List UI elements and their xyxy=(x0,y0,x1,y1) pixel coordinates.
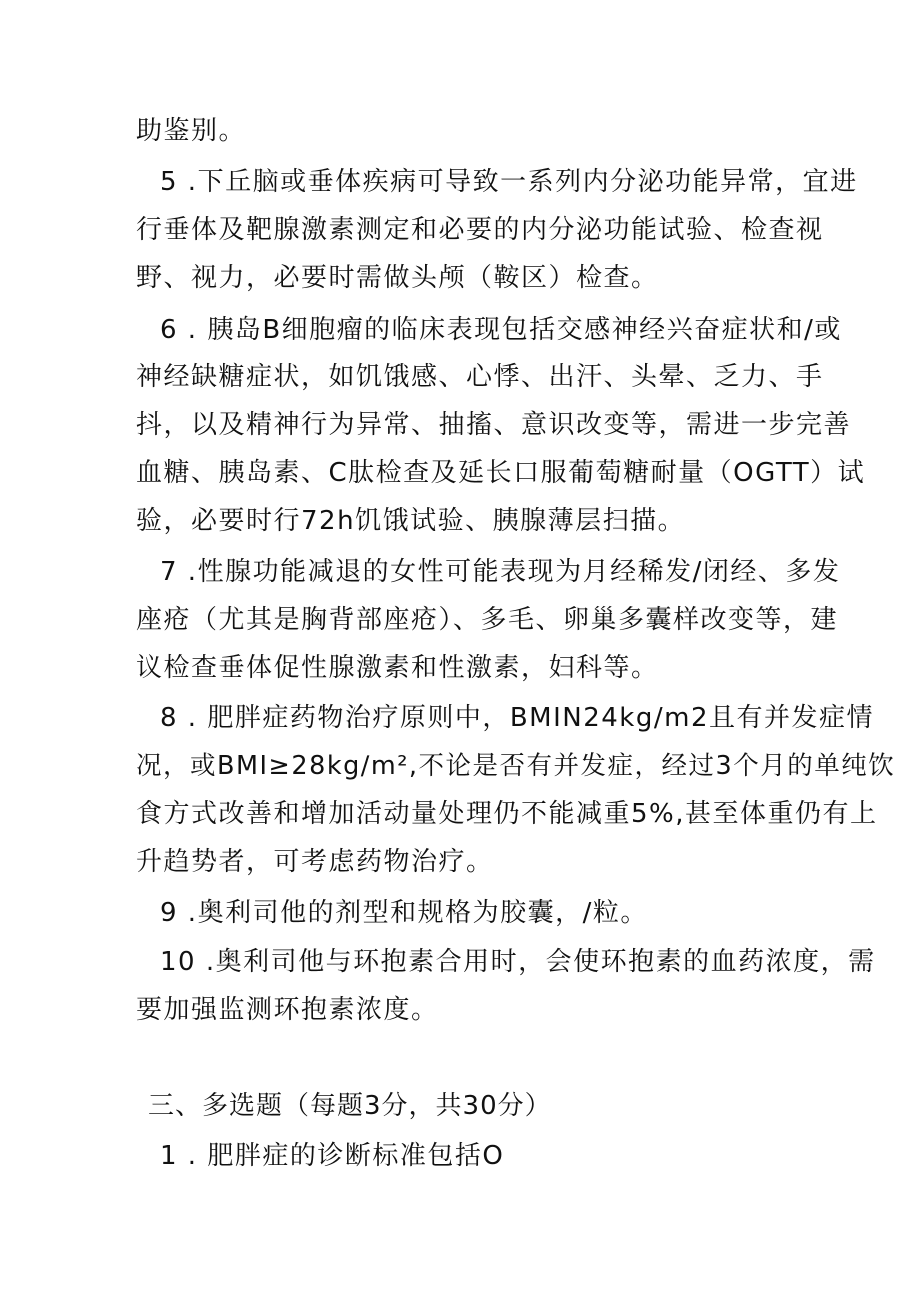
item-6-line-2: 神经缺糖症状，如饥饿感、心悸、出汗、头晕、乏力、手 xyxy=(136,362,824,392)
item-6-line-1: 6 . 胰岛B细胞瘤的临床表现包括交感神经兴奋症状和/或 xyxy=(160,315,842,345)
item-10-line-2: 要加强监测环抱素浓度。 xyxy=(136,995,439,1025)
item-8-line-4: 升趋势者，可考虑药物治疗。 xyxy=(136,847,494,877)
section-heading: 三、多选题（每题3分，共30分） xyxy=(148,1091,552,1121)
item-6-line-3: 抖，以及精神行为异常、抽搐、意识改变等，需进一步完善 xyxy=(136,410,852,440)
item-10-line-1: 10 .奥利司他与环抱素合用时，会使环抱素的血药浓度，需 xyxy=(160,947,876,977)
item-6-line-4: 血糖、胰岛素、C肽检查及延长口服葡萄糖耐量（OGTT）试 xyxy=(136,458,866,488)
item-8-line-3: 食方式改善和增加活动量处理仍不能减重5%,甚至体重仍有上 xyxy=(136,799,878,829)
item-7-line-2: 座疮（尤其是胸背部座疮）、多毛、卵巢多囊样改变等，建 xyxy=(136,605,839,635)
text-line: 助鉴别。 xyxy=(136,116,247,146)
item-6-line-5: 验，必要时行72h饥饿试验、胰腺薄层扫描。 xyxy=(136,506,686,536)
item-7-line-1: 7 .性腺功能减退的女性可能表现为月经稀发/闭经、多发 xyxy=(160,557,841,587)
item-5-line-2: 行垂体及靶腺激素测定和必要的内分泌功能试验、检查视 xyxy=(136,215,824,245)
item-8-line-1: 8 . 肥胖症药物治疗原则中，BMIN24kg∕m2且有并发症情 xyxy=(160,703,874,733)
item-5-line-3: 野、视力，必要时需做头颅（鞍区）检查。 xyxy=(136,263,659,293)
question-1: 1 . 肥胖症的诊断标准包括O xyxy=(160,1141,505,1171)
item-5-line-1: 5 .下丘脑或垂体疾病可导致一系列内分泌功能异常，宜进 xyxy=(160,167,858,197)
item-9-line-1: 9 .奥利司他的剂型和规格为胶囊，/粒。 xyxy=(160,898,648,928)
item-7-line-3: 议检查垂体促性腺激素和性激素，妇科等。 xyxy=(136,653,659,683)
item-8-line-2: 况，或BMI≥28kg∕m²,不论是否有并发症，经过3个月的单纯饮 xyxy=(136,751,896,781)
